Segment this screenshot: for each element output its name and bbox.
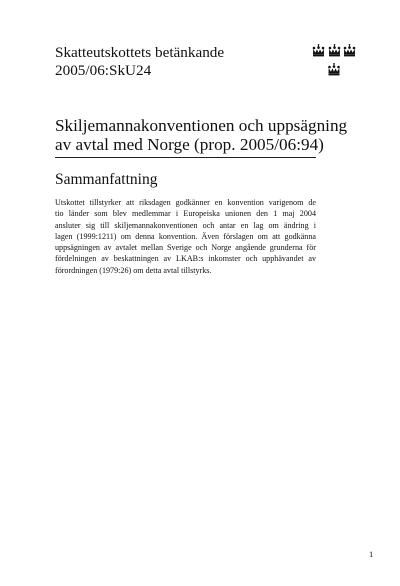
committee-name: Skatteutskottets betänkande — [55, 44, 225, 61]
summary-line: fördelningen av beskattningen av LKAB:s inkomster och upphävandet av — [55, 254, 316, 264]
summary-line: lagen (1999:1211) om denna konvention. Även förslagen om att godkänna — [55, 231, 316, 241]
three-crowns-icon — [312, 44, 356, 78]
report-title-line-1: Skiljemannakonventionen och uppsägning — [55, 116, 348, 135]
summary-line: Utskottet tillstyrker att riksdagen godkänner en konvention varigenom de — [55, 198, 316, 207]
summary-line: tio länder som blev medlemmar i Europeiska unionen den 1 maj 2004 — [55, 209, 316, 219]
title-divider — [55, 157, 316, 158]
summary-heading: Sammanfattning — [55, 171, 158, 188]
page-number: 1 — [369, 549, 374, 559]
summary-paragraph — [55, 197, 316, 276]
summary-line: förordningen (1979:26) om detta avtal tillstyrks. — [55, 265, 212, 275]
summary-line: uppsägningen av avtalet mellan Sverige och Norge angående grunderna för — [55, 243, 316, 253]
summary-line: ansluter sig till skiljemannakonventionen och antar en lag om ändring i — [55, 220, 316, 230]
report-number: 2005/06:SkU24 — [55, 62, 152, 79]
report-title — [55, 116, 348, 154]
committee-header — [55, 44, 295, 80]
report-title-line-2: av avtal med Norge (prop. 2005/06:94) — [55, 135, 324, 154]
